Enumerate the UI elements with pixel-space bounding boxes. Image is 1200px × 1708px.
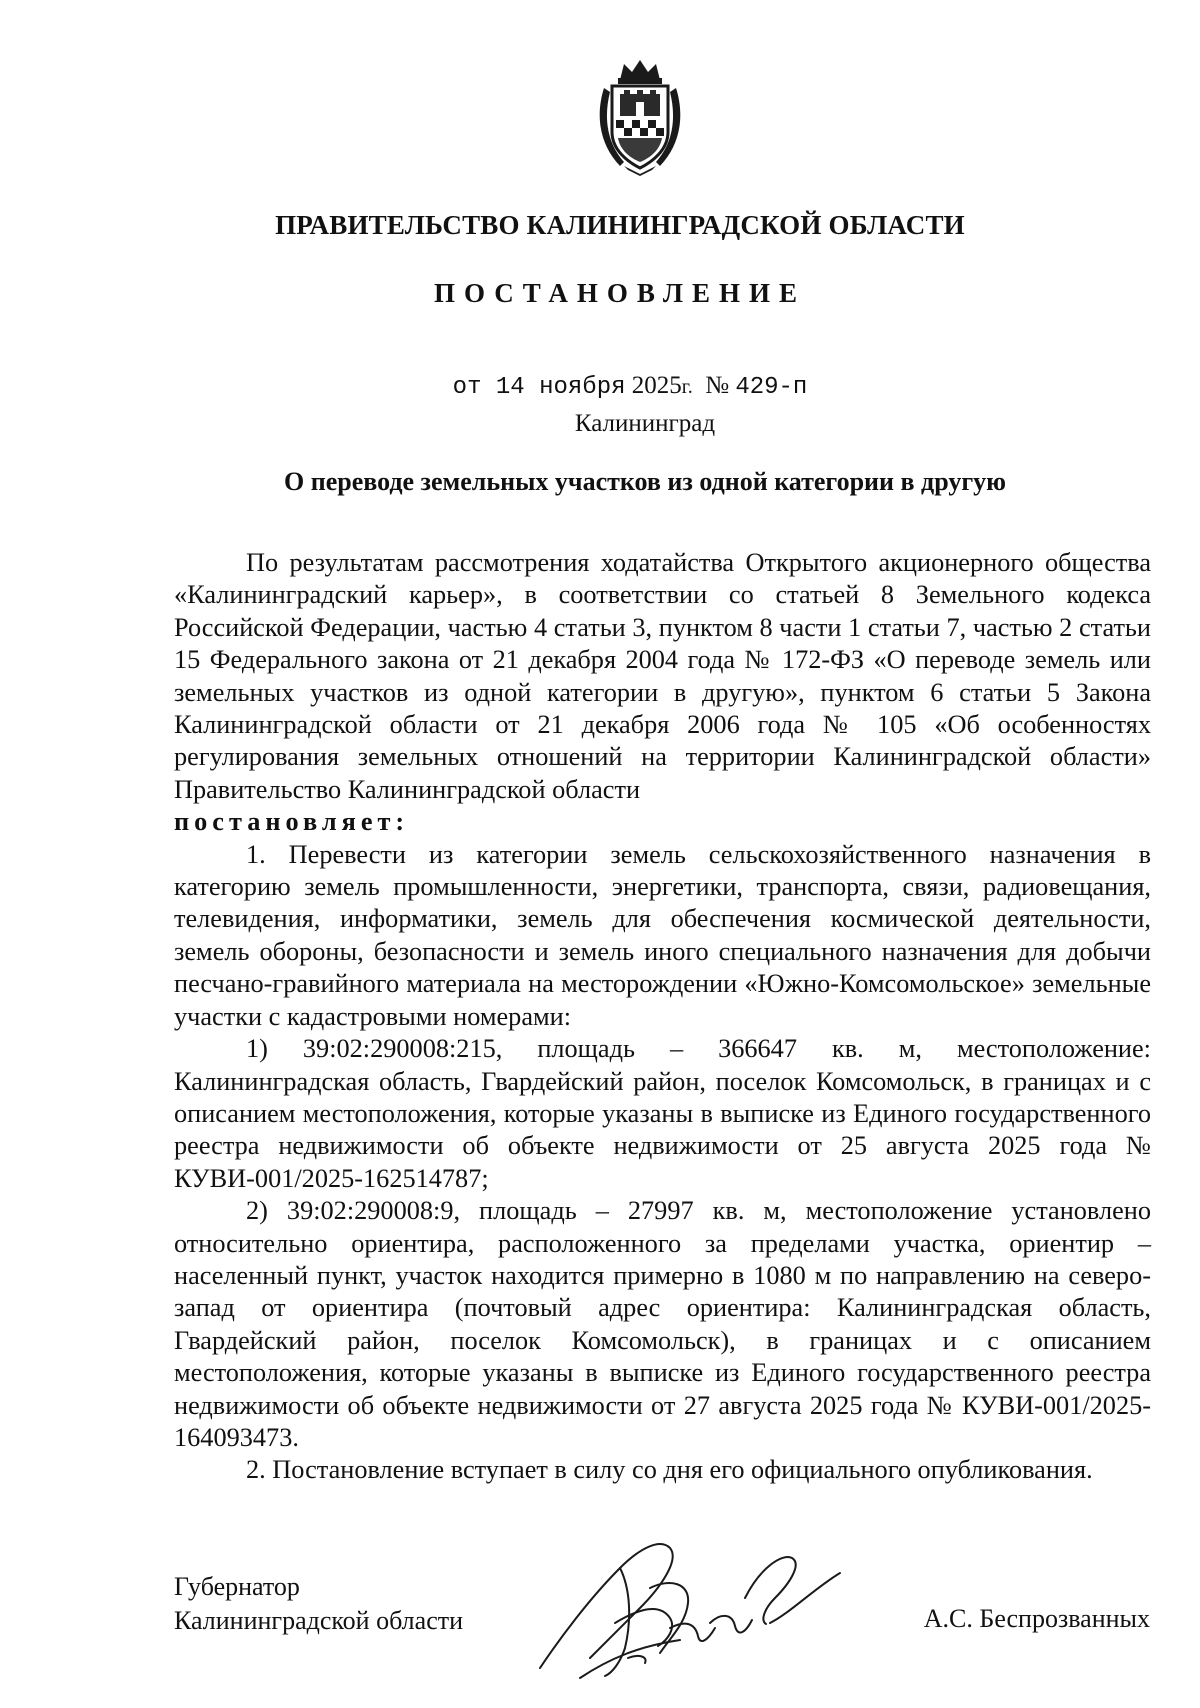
government-title: ПРАВИТЕЛЬСТВО КАЛИНИНГРАДСКОЙ ОБЛАСТИ xyxy=(275,210,965,240)
signatory-position xyxy=(174,1570,463,1638)
item-2-paragraph: 2. Постановление вступает в силу со дня его официального опубликования. xyxy=(246,1455,1093,1485)
position-line-1: Губернатор xyxy=(174,1572,300,1601)
position-line-2: Калининградской области xyxy=(174,1606,464,1635)
item-1-2-paragraph: 2) 39:02:290008:9, площадь – 27997 кв. м, местоположение установлено относительно ориентира, расположенного за пределами участка, ориентир – населенный пункт, участок находится примерно в 1080 м по направлению на северо-запад от ориентира (почтовый адрес ориентира: Калининградская область, Гвардейский район, поселок Комсомольск), в границах и с описанием местоположения, которые указаны в выписке из Единого государственного реестра недвижимости об объекте недвижимости от 27 августа 2025 года № КУВИ-001/2025-164093473. xyxy=(174,1196,1151,1452)
preamble-text: По результатам рассмотрения ходатайства Открытого акционерного общества «Калининградский карьер», в соответствии со статьей 8 Земельного кодекса Российской Федерации, частью 4 статьи 3, пунктом 8 части 1 статьи 7, частью 2 статьи 15 Федерального закона от 21 декабря 2004 года № 172-ФЗ «О переводе земель или земельных участков из одной категории в другую», пунктом 6 статьи 5 Закона Калининградской области от 21 декабря 2006 года № 105 «Об особенностях регулирования земельных отношений на территории Калининградской области» Правительство Калининградской области xyxy=(174,548,1151,804)
signatory-name: А.С. Беспрозванных xyxy=(923,1604,1150,1633)
coat-of-arms-emblem xyxy=(590,58,690,176)
date-year-suffix: г. xyxy=(681,376,693,398)
document-body xyxy=(174,547,1151,1487)
preamble-paragraph xyxy=(174,547,1151,806)
document-subject: О переводе земельных участков из одной категории в другую xyxy=(284,467,1006,496)
date-text: от 14 ноября xyxy=(452,374,626,401)
date-number-line xyxy=(0,372,1200,401)
city-name: Калининград xyxy=(574,410,716,437)
document-type-heading: ПОСТАНОВЛЕНИЕ xyxy=(433,278,807,308)
date-year: 2025 xyxy=(631,372,682,399)
resolves-line xyxy=(174,806,1151,838)
resolves-text: постановляет: xyxy=(174,807,410,837)
number-sign: № xyxy=(705,372,730,399)
item-1-1-paragraph: 1) 39:02:290008:215, площадь – 366647 кв. м, местоположение: Калининградская область, Гвардейский район, поселок Комсомольск, в границах и с описанием местоположения, которые указаны в выписке из Единого государственного реестра недвижимости об объекте недвижимости от 25 августа 2025 года № КУВИ-001/2025-162514787; xyxy=(174,1034,1151,1193)
document-number: 429-п xyxy=(735,374,808,401)
item-1-paragraph: 1. Перевести из категории земель сельскохозяйственного назначения в категорию земель промышленности, энергетики, транспорта, связи, радиовещания, телевидения, информатики, земель для обеспечения космической деятельности, земель обороны, безопасности и земель иного специального назначения для добычи песчано-гравийного материала на месторождении «Южно-Комсомольское» земельные участки с кадастровыми номерами: xyxy=(174,839,1151,1031)
handwritten-signature xyxy=(520,1528,850,1683)
